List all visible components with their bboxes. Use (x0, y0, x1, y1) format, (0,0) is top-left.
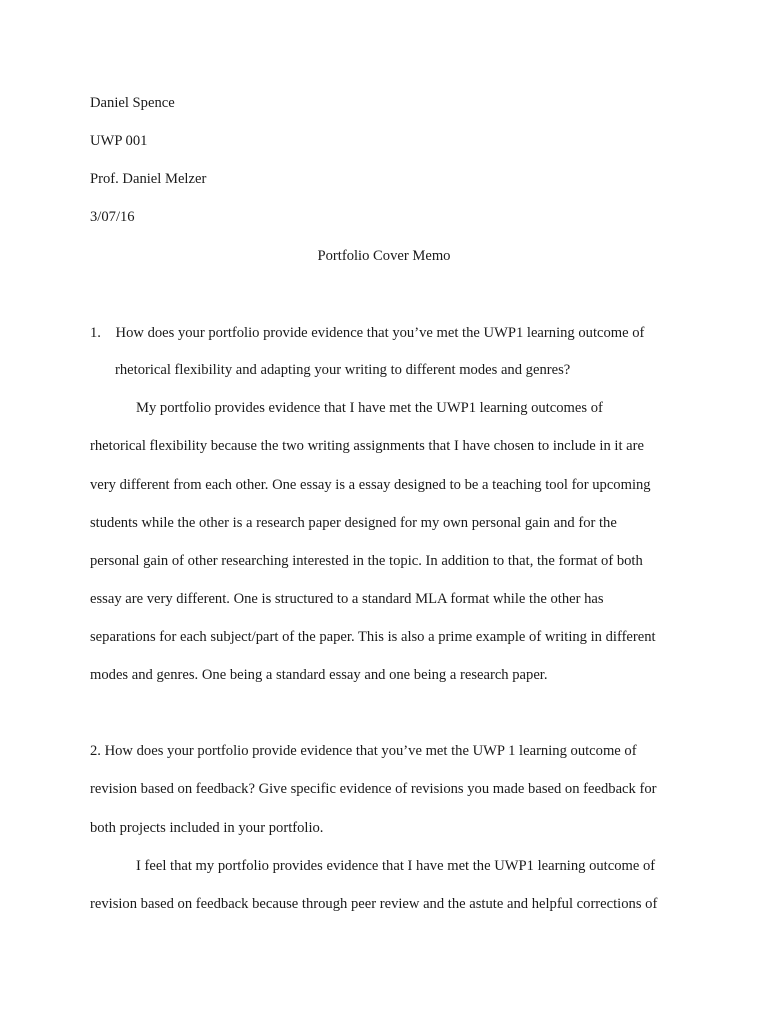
question-2-line-3: both projects included in your portfolio. (90, 820, 324, 836)
question-2-line-2: revision based on feedback? Give specific evidence of revisions you made based on feedback for (90, 781, 657, 797)
author-name: Daniel Spence (90, 95, 175, 111)
answer-1-line-2: rhetorical flexibility because the two writing assignments that I have chosen to include in it are (90, 438, 644, 454)
answer-1-line-7: separations for each subject/part of the paper. This is also a prime example of writing in different (90, 629, 656, 645)
professor-name: Prof. Daniel Melzer (90, 171, 207, 187)
question-2-line-1: 2. How does your portfolio provide evidence that you’ve met the UWP 1 learning outcome of (90, 743, 637, 759)
answer-2-line-2: revision based on feedback because through peer review and the astute and helpful corrections of (90, 896, 658, 912)
answer-2-line-1: I feel that my portfolio provides evidence that I have met the UWP1 learning outcome of (136, 858, 656, 874)
answer-1-line-3: very different from each other. One essay is a essay designed to be a teaching tool for upcoming (90, 477, 651, 493)
answer-1-line-8: modes and genres. One being a standard essay and one being a research paper. (90, 667, 548, 683)
course-code: UWP 001 (90, 133, 148, 149)
question-1-line-2: rhetorical flexibility and adapting your writing to different modes and genres? (115, 362, 571, 378)
question-1-line-1: 1. How does your portfolio provide evidence that you’ve met the UWP1 learning outcome of (90, 325, 645, 341)
answer-1-line-1: My portfolio provides evidence that I have met the UWP1 learning outcomes of (136, 400, 603, 416)
answer-1-line-4: students while the other is a research paper designed for my own personal gain and for the (90, 515, 617, 531)
answer-1-line-5: personal gain of other researching interested in the topic. In addition to that, the format of both (90, 553, 643, 569)
document-title: Portfolio Cover Memo (317, 248, 451, 264)
answer-1-line-6: essay are very different. One is structured to a standard MLA format while the other has (90, 591, 604, 607)
document-date: 3/07/16 (90, 209, 135, 225)
